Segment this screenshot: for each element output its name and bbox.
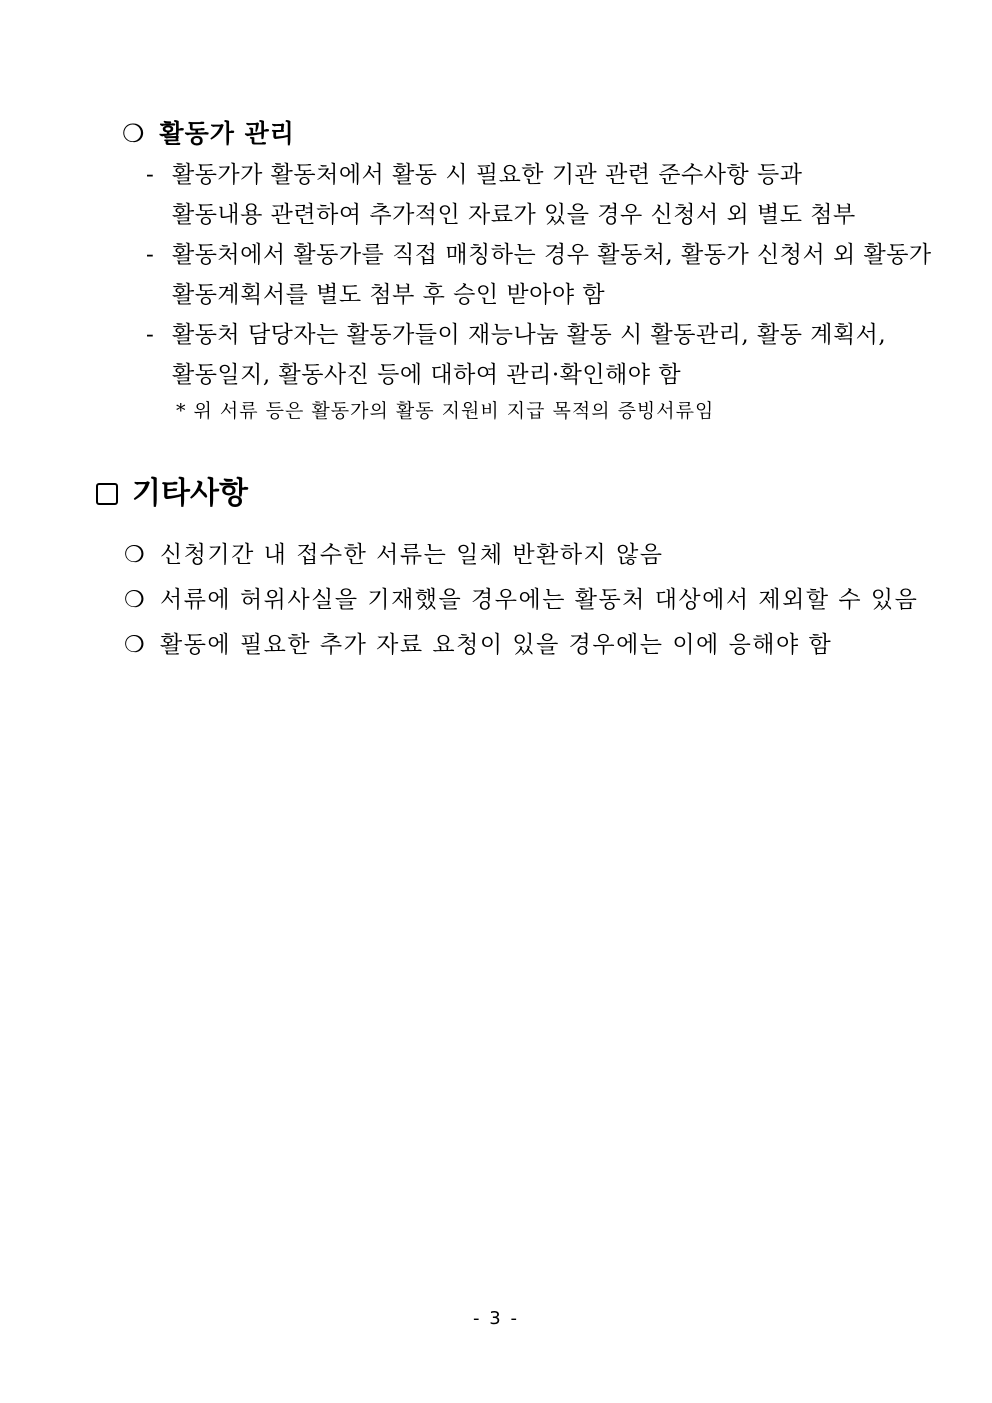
section-title-text: 기타사항 <box>132 476 248 511</box>
other-item-text: 신청기간 내 접수한 서류는 일체 반환하지 않음 <box>160 542 664 568</box>
dash-item-3 <box>146 316 886 349</box>
checkbox-square-icon <box>96 483 118 505</box>
dash-item-3-continued: 활동일지, 활동사진 등에 대하여 관리·확인해야 함 <box>172 362 682 388</box>
footnote: * 위 서류 등은 활동가의 활동 지원비 지급 목적의 증빙서류임 <box>176 400 715 422</box>
dash-marker: - <box>146 322 155 348</box>
dash-marker: - <box>146 242 155 268</box>
dash-item-text: 활동처에서 활동가를 직접 매칭하는 경우 활동처, 활동가 신청서 외 활동가 <box>172 242 932 268</box>
activity-management-heading <box>122 114 295 150</box>
dash-item-1 <box>146 156 802 189</box>
section-heading-other <box>96 468 248 512</box>
dash-item-text: 활동가가 활동처에서 활동 시 필요한 기관 관련 준수사항 등과 <box>172 162 803 188</box>
circle-bullet-icon: ❍ <box>122 119 146 148</box>
other-item-1 <box>124 536 664 569</box>
dash-item-2-continued: 활동계획서를 별도 첨부 후 승인 받아야 함 <box>172 282 606 308</box>
activity-management-title: 활동가 관리 <box>159 119 295 148</box>
dash-item-1-continued: 활동내용 관련하여 추가적인 자료가 있을 경우 신청서 외 별도 첨부 <box>172 202 856 228</box>
other-item-2 <box>124 581 918 614</box>
dash-item-text: 활동처 담당자는 활동가들이 재능나눔 활동 시 활동관리, 활동 계획서, <box>172 322 887 348</box>
other-item-3 <box>124 626 832 659</box>
dash-marker: - <box>146 162 155 188</box>
circle-bullet-icon: ❍ <box>124 542 147 568</box>
other-item-text: 서류에 허위사실을 기재했을 경우에는 활동처 대상에서 제외할 수 있음 <box>160 587 919 613</box>
circle-bullet-icon: ❍ <box>124 587 147 613</box>
circle-bullet-icon: ❍ <box>124 632 147 658</box>
page-number: - 3 - <box>473 1308 519 1329</box>
dash-item-2 <box>146 236 932 269</box>
other-item-text: 활동에 필요한 추가 자료 요청이 있을 경우에는 이에 응해야 함 <box>160 632 833 658</box>
